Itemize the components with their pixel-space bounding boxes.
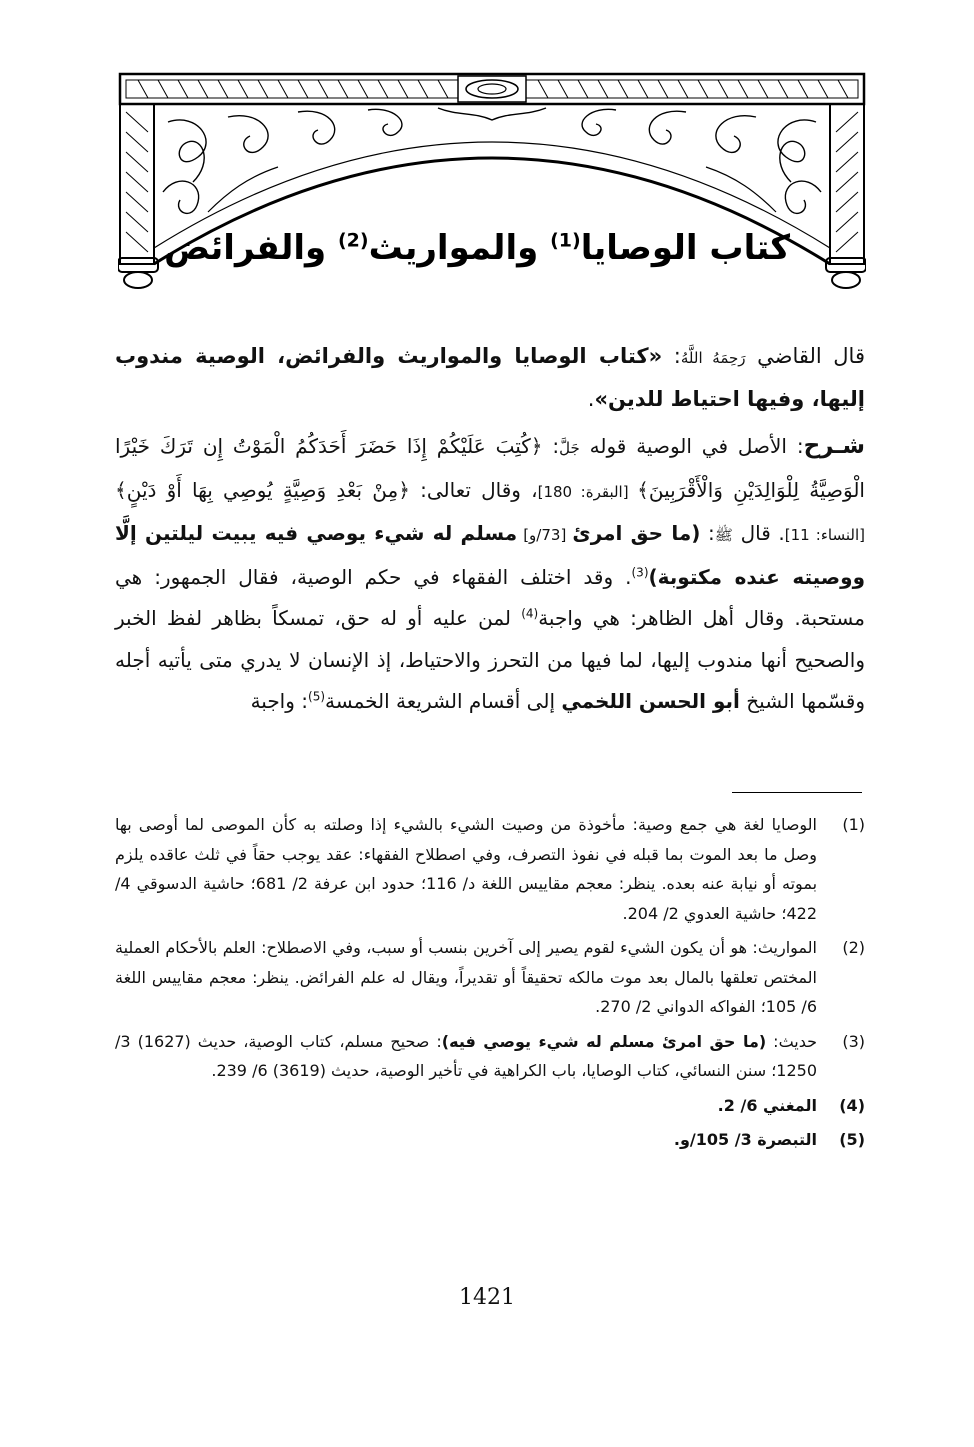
footnote-text: الوصايا لغة هي جمع وصية: مأخوذة من وصيت الشيء بالشيء إذا وصلته به كأن الموصى لما أوصى بها وصل ما بعد الموت بما قبله في نفوذ التصرف، وفي اصطلاح الفقهاء: عقد يوجب حقاً في ثلث عاقده يلزم بموته أو نيابة عنه بعده. ينظر: معجم مقاييس اللغة د/ 116؛ حدود ابن عرفة 2/ 681؛ حاشية الدسوقي 4/ 422؛ حاشية العدوي 2/ 204. — [115, 815, 818, 923]
footnote-ref-4[interactable]: (4) — [521, 606, 539, 621]
title-part-faraid: والفرائض — [164, 228, 338, 268]
salawat-symbol: ﷺ — [714, 526, 733, 544]
footnote-text: التبصرة 3/ 105/و. — [673, 1130, 817, 1149]
footnote-2 — [115, 933, 865, 1022]
sharh-paragraph — [115, 426, 865, 723]
verse-reference-nisa: [النساء: 11] — [784, 526, 865, 544]
matn-paragraph — [115, 336, 865, 420]
sharh-text: : — [542, 434, 560, 458]
title-part-mawarith: والمواريث — [368, 228, 551, 268]
footnote-number: (3) — [842, 1031, 865, 1051]
title-part-wasaya: كتاب الوصايا — [580, 228, 790, 268]
sharh-text: : واجبة — [250, 689, 308, 713]
footnote-number: (5) — [839, 1130, 865, 1149]
footnote-3 — [115, 1027, 865, 1086]
footnote-separator — [732, 792, 862, 793]
manuscript-folio-marker: [73/و] — [517, 526, 573, 544]
footnote-text — [115, 1027, 817, 1086]
intro-end: . — [587, 387, 595, 411]
intro-colon: : — [662, 344, 681, 368]
footnote-ref-2[interactable]: (2) — [337, 229, 369, 252]
footnote-lead: حديث: — [766, 1031, 818, 1051]
footnote-hadith: (ما حق امرئ مسلم له شيء يوصي فيه) — [441, 1031, 767, 1051]
sharh-text: . وقد اختلف الفقهاء في حكم الوصية، فقال الجمهور: هي مستحبة. وقال أهل الظاهر: هي واجبة — [115, 564, 865, 630]
sharh-text: إلى أقسام الشريعة الخمسة — [325, 689, 562, 713]
footnote-source: : صحيح مسلم، كتاب الوصية، حديث (1627) 3/ 1250؛ سنن النسائي، كتاب الوصايا، باب الكراهية في تأخير الوصية، حديث (3619) 6/ 239. — [115, 1031, 817, 1080]
footnote-number: (2) — [842, 938, 865, 957]
sharh-text: لمن عليه أو له حق، تمسكاً بظاهر لفظ الخبر والصحيح أنها مندوب إليها، لما فيها من التحرز والاحتياط، إذ الإنسان لا يدري متى يأتيه أجله وقسّمها الشيخ — [115, 606, 865, 713]
hadith-text: (ما حق امرئ — [572, 521, 701, 545]
footnotes — [115, 810, 865, 1160]
footnote-1 — [115, 810, 865, 928]
footnote-4 — [115, 1091, 865, 1121]
sharh-text: . قال — [732, 521, 785, 545]
sharh-label: شـرح — [803, 433, 865, 459]
footnote-number: (4) — [839, 1095, 865, 1115]
sharh-text: ، وقال تعالى: — [409, 477, 538, 502]
honorific-jalla: جَلَّ — [559, 439, 580, 457]
page-number: 1421 — [459, 1285, 515, 1310]
footnote-number: (1) — [842, 815, 865, 834]
quran-verse-baqarah: ﴿كُتِبَ عَلَيْكُمْ إِذَا حَضَرَ أَحَدَكُمُ الْمَوْتُ إِن تَرَكَ خَيْرًا الْوَصِيَّةُ لِلْوَالِدَيْنِ وَالْأَقْرَبِينَ﴾ — [115, 434, 865, 502]
footnote-5 — [115, 1125, 865, 1155]
scholar-name: أبو الحسن اللخمي — [561, 689, 740, 713]
sharh-text: : الأصل في الوصية قوله — [579, 434, 804, 458]
footnote-text: المغني 6/ 2. — [717, 1095, 817, 1115]
chapter-title — [164, 220, 790, 276]
intro-lead: قال القاضي — [745, 344, 865, 368]
footnote-ref-5[interactable]: (5) — [308, 689, 326, 704]
matn-quote: «كتاب الوصايا والمواريث والفرائض، الوصية مندوب إليها، وفيها احتياط للدين» — [115, 344, 865, 411]
quran-verse-nisa: ﴿مِنْ بَعْدِ وَصِيَّةٍ يُوصِي بِهَا أَوْ دَيْنٍ﴾ — [115, 477, 410, 502]
sharh-text: : — [700, 521, 715, 545]
honorific-rahimahullah: رَحِمَهُ اللَّهُ — [680, 349, 746, 367]
hadith-text: مسلم له شيء يوصي فيه يبيت ليلتين إلَّا ووصيته عنده مكتوبة) — [115, 521, 865, 589]
footnote-ref-3[interactable]: (3) — [631, 564, 649, 579]
footnote-ref-1[interactable]: (1) — [550, 229, 581, 252]
footnote-text: المواريث: هو أن يكون الشيء لقوم يصير إلى آخرين بنسب أو سبب، وفي الاصطلاح: العلم بالأحكام العملية المختص تعلقها بالمال بعد موت مالكه تحقيقاً أو تقديراً، ويقال له علم الفرائض. ينظر: معجم مقاييس اللغة 6/ 105؛ الفواكه الدواني 2/ 270. — [115, 938, 817, 1016]
verse-reference-baqarah: [البقرة: 180] — [537, 482, 638, 501]
